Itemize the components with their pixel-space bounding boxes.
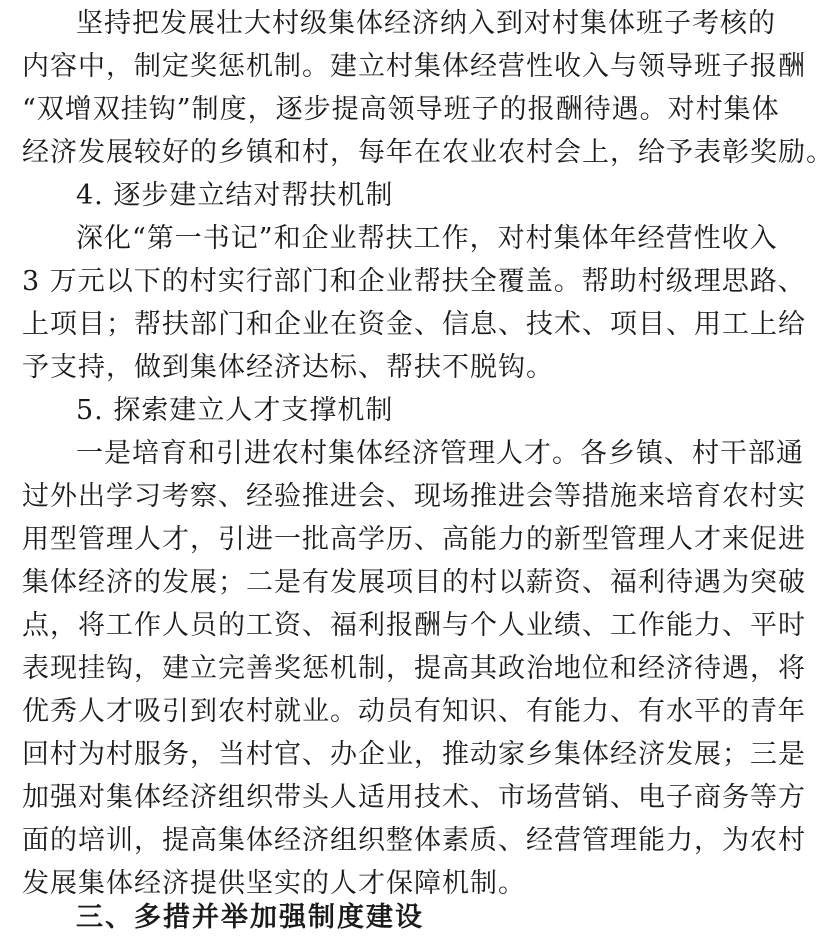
paragraph-line: 深化“第一书记”和企业帮扶工作，对村集体年经营性收入 [76,223,778,254]
paragraph-line: 表现挂钩，建立完善奖惩机制，提高其政治地位和经济待遇，将 [22,653,806,684]
paragraph-line: 用型管理人才，引进一批高学历、高能力的新型管理人才来促进 [22,524,806,555]
paragraph-line: 过外出学习考察、经验推进会、现场推进会等措施来培育农村实 [22,481,806,512]
paragraph-line: 经济发展较好的乡镇和村，每年在农业农村会上，给予表彰奖励。 [22,137,834,168]
paragraph-line: 上项目；帮扶部门和企业在资金、信息、技术、项目、用工上给 [22,309,806,340]
paragraph-line: 予支持，做到集体经济达标、帮扶不脱钩。 [22,352,554,383]
paragraph-line: 集体经济的发展；二是有发展项目的村以薪资、福利待遇为突破 [22,567,806,598]
paragraph-line: 内容中，制定奖惩机制。建立村集体经营性收入与领导班子报酬 [22,51,806,82]
paragraph-line: 回村为村服务，当村官、办企业，推动家乡集体经济发展；三是 [22,739,806,770]
paragraph-line: 坚持把发展壮大村级集体经济纳入到对村集体班子考核的 [76,8,776,39]
paragraph-line: 3 万元以下的村实行部门和企业帮扶全覆盖。帮助村级理思路、 [22,266,806,297]
section-heading-5: 5. 探索建立人才支撑机制 [76,395,394,426]
paragraph-line: 点，将工作人员的工资、福利报酬与个人业绩、工作能力、平时 [22,610,806,641]
paragraph-line: 加强对集体经济组织带头人适用技术、市场营销、电子商务等方 [22,782,806,813]
paragraph-line: “双增双挂钩”制度，逐步提高领导班子的报酬待遇。对村集体 [22,94,780,125]
paragraph-line: 优秀人才吸引到农村就业。动员有知识、有能力、有水平的青年 [22,696,806,727]
paragraph-line: 面的培训，提高集体经济组织整体素质、经营管理能力，为农村 [22,825,806,856]
chapter-heading-3: 三、多措并举加强制度建设 [76,902,424,933]
paragraph-line: 发展集体经济提供坚实的人才保障机制。 [22,868,526,899]
paragraph-line: 一是培育和引进农村集体经济管理人才。各乡镇、村干部通 [76,438,804,469]
section-heading-4: 4. 逐步建立结对帮扶机制 [76,180,394,211]
